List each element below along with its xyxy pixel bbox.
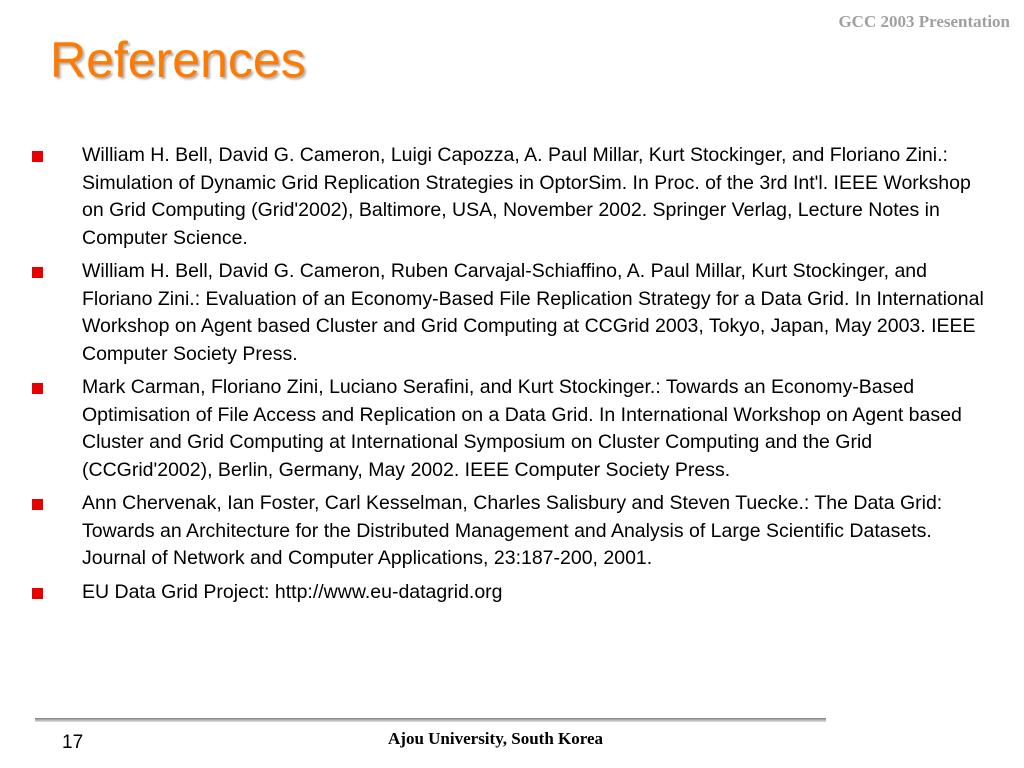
reference-text: William H. Bell, David G. Cameron, Luigi Capozza, A. Paul Millar, Kurt Stockinger, and Floriano Zini.: Simulation of Dynamic Grid Replication Strategies in OptorSim. In Proc. of the 3rd Int'l. IEEE Workshop on Grid Computing (Grid'2002), Baltimore, USA, November 2002. Springer Verlag, Lecture Notes in Computer Science. [82,144,971,249]
reference-item [32,258,994,368]
square-bullet-icon [32,267,43,278]
page-number: 17 [62,732,84,753]
square-bullet-icon [32,499,43,510]
square-bullet-icon [32,151,43,162]
reference-item [32,142,994,252]
square-bullet-icon [32,588,43,599]
reference-list [32,142,994,612]
reference-text: EU Data Grid Project: http://www.eu-datagrid.org [82,580,503,603]
presentation-label: GCC 2003 Presentation [838,12,1010,31]
reference-item [32,579,994,607]
reference-text: Mark Carman, Floriano Zini, Luciano Serafini, and Kurt Stockinger.: Towards an Economy-Based Optimisation of File Access and Replication on a Data Grid. In International Workshop on Agent based Cluster and Grid Computing at International Symposium on Cluster Computing and the Grid (CCGrid'2002), Berlin, Germany, May 2002. IEEE Computer Society Press. [82,376,962,481]
reference-text: Ann Chervenak, Ian Foster, Carl Kesselman, Charles Salisbury and Steven Tuecke.: The Data Grid: Towards an Architecture for the Distributed Management and Analysis of Large Scientific Datasets. Journal of Network and Computer Applications, 23:187-200, 2001. [82,492,943,569]
reference-item [32,374,994,484]
reference-item [32,490,994,573]
footer-divider [35,718,826,722]
footer-organization: Ajou University, South Korea [388,729,604,748]
square-bullet-icon [32,383,43,394]
reference-text: William H. Bell, David G. Cameron, Ruben Carvajal-Schiaffino, A. Paul Millar, Kurt Stockinger, and Floriano Zini.: Evaluation of an Economy-Based File Replication Strategy for a Data Grid. In International Workshop on Agent based Cluster and Grid Computing at CCGrid 2003, Tokyo, Japan, May 2003. IEEE Computer Society Press. [82,260,984,365]
slide-title: References [50,32,306,88]
